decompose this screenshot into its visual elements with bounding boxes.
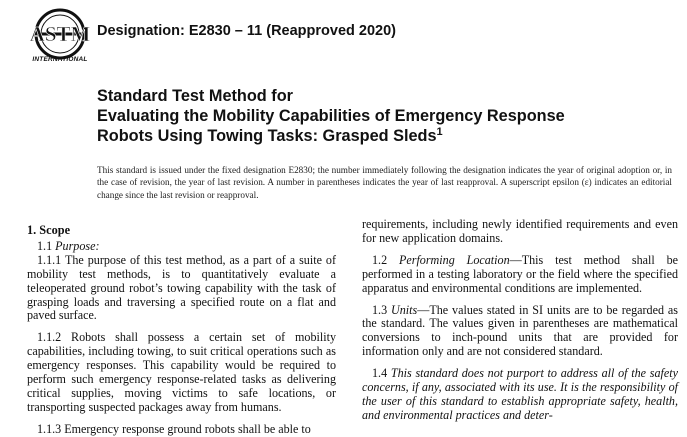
title-line-3 — [97, 126, 677, 146]
p14-text: This standard does not purport to address all of the safety concerns, if any, associated with its use. It is the responsibility of the user of this standard to establish appropriate safety, health, and environmental practices and deter- — [362, 366, 678, 422]
paragraph-1-1-3: 1.1.3 Emergency response ground robots shall be able to — [37, 421, 311, 436]
p13-text: —The values stated in SI units are to be regarded as the standard. The values given in parentheses are mathematical conversions to inch-pound units that are provided for information only and are not considered standard. — [362, 302, 679, 359]
paragraph-1-4 — [362, 367, 678, 423]
scope-heading: 1. Scope — [27, 223, 71, 237]
p12-text: —This test method shall be performed in a testing laboratory or the field where the specified apparatus and environmental conditions are implemented. — [362, 252, 679, 295]
p14-number: 1.4 — [372, 366, 391, 381]
issuance-notice: This standard is issued under the fixed designation E2830; the number immediately following the designation indicates the year of original adoption or, in the case of revision, the year of last revision. A number in parentheses indicates the year of last reapproval. A superscript epsilon (ε) indicates an editorial change since the last revision or reapproval. — [97, 165, 672, 200]
astm-emblem-mark: ASTM — [29, 22, 91, 46]
p12-label: Performing Location — [398, 252, 510, 267]
astm-emblem — [28, 8, 92, 60]
p13-label: Units — [391, 302, 418, 317]
paragraph-continued: requirements, including newly identified requirements and even for new application domains. — [362, 217, 678, 245]
title-line-1: Standard Test Method for — [97, 87, 293, 105]
logo-caption: INTERNATIONAL — [32, 56, 88, 63]
title-line-3-text: Robots Using Towing Tasks: Grasped Sleds — [97, 127, 437, 145]
document-title — [97, 86, 677, 146]
p13-number: 1.3 — [372, 302, 392, 317]
left-column — [27, 218, 336, 437]
purpose-subheading — [27, 240, 336, 254]
purpose-label: Purpose: — [55, 238, 100, 253]
right-column — [362, 218, 678, 423]
designation: Designation: E2830 – 11 (Reapproved 2020) — [97, 23, 396, 39]
paragraph-1-1-1: 1.1.1 The purpose of this test method, as a part of a suite of mobility test methods, is to quantitatively evaluate a teleoperated ground robot’s towing capability with the task of grasping loads and traversing a specified route on a flat and paved surface. — [27, 252, 336, 323]
p12-number: 1.2 — [372, 252, 399, 267]
paragraph-1-2 — [362, 254, 678, 296]
paragraph-1-1-2: 1.1.2 Robots shall possess a certain set of mobility capabilities, including towing, to suit critical operations such as emergency responses. This capability would be required to perform such emergency response-related tasks as delivering critical supplies, moving victims to safe locations, or transporting suspected packages away from humans. — [27, 330, 336, 414]
title-footnote-mark[interactable]: 1 — [436, 126, 443, 138]
title-line-2: Evaluating the Mobility Capabilities of Emergency Response — [97, 107, 565, 125]
paragraph-1-3 — [362, 304, 678, 360]
purpose-number: 1.1 — [37, 238, 56, 253]
